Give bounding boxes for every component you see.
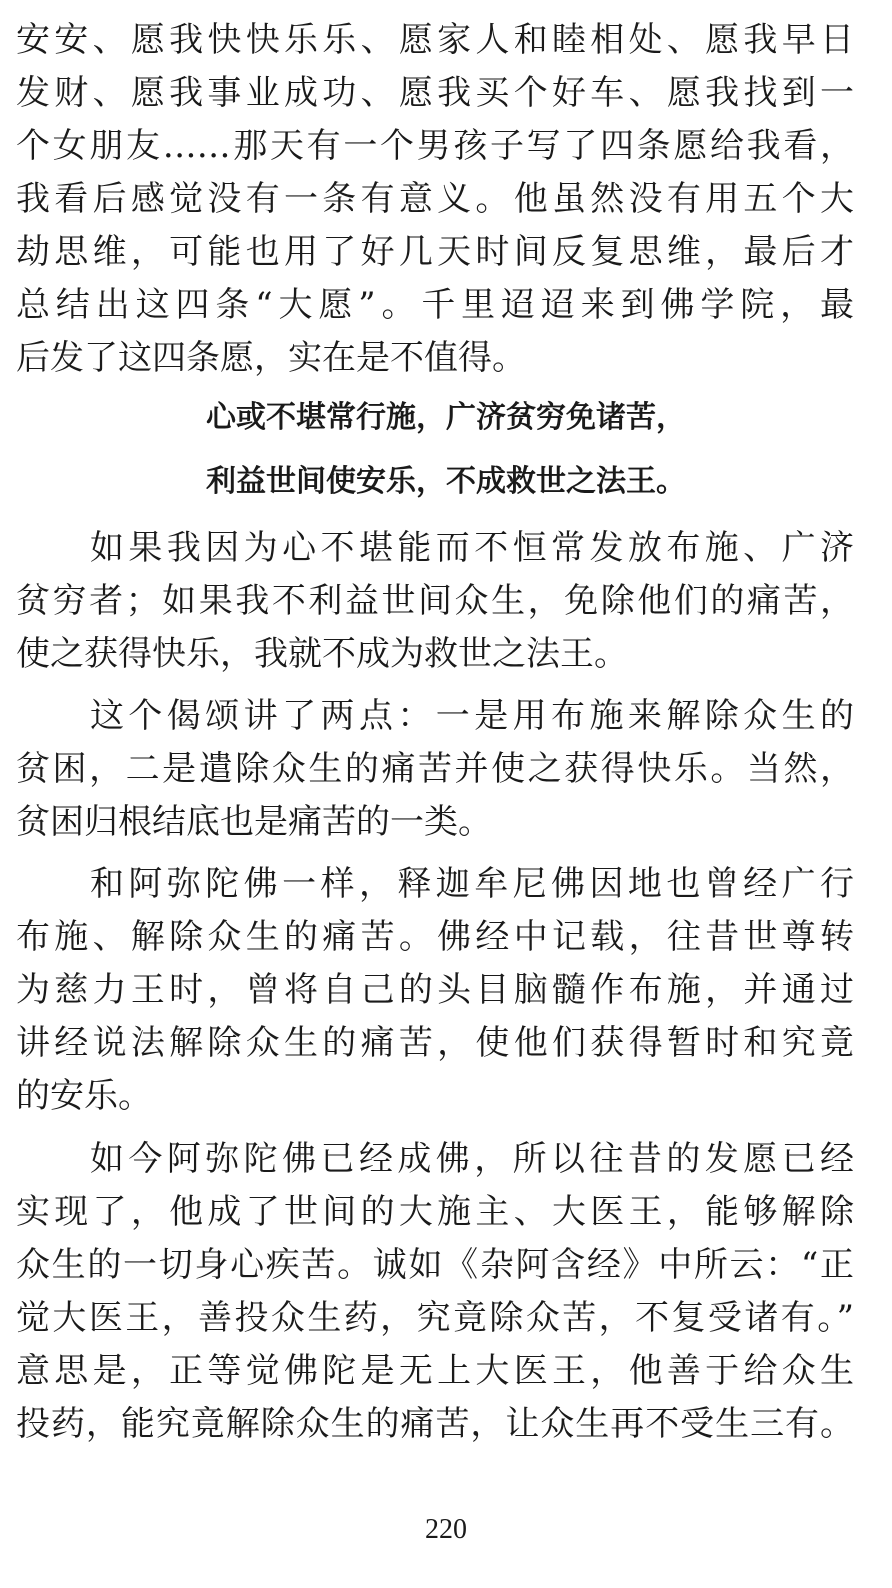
text-line: 总结出这四条“大愿”。千里迢迢来到佛学院，最 <box>16 285 854 325</box>
text-line: 贫困，二是遣除众生的痛苦并使之获得快乐。当然， <box>16 749 854 789</box>
text-line: 劫思维，可能也用了好几天时间反复思维，最后才 <box>16 232 854 272</box>
text-line: 这个偈颂讲了两点：一是用布施来解除众生的 <box>90 696 854 736</box>
text-line: 的安乐。 <box>16 1076 152 1116</box>
text-line: 贫困归根结底也是痛苦的一类。 <box>16 802 492 842</box>
text-line: 布施、解除众生的痛苦。佛经中记载，往昔世尊转 <box>16 917 854 957</box>
text-line: 安安、愿我快快乐乐、愿家人和睦相处、愿我早日 <box>16 20 854 60</box>
text-line: 和阿弥陀佛一样，释迦牟尼佛因地也曾经广行 <box>90 864 854 904</box>
verse-line-1: 心或不堪常行施，广济贫穷免诸苦， <box>206 400 686 435</box>
text-line: 投药，能究竟解除众生的痛苦，让众生再不受生三有。 <box>16 1404 854 1444</box>
text-line: 个女朋友……那天有一个男孩子写了四条愿给我看， <box>16 126 854 166</box>
text-line: 如今阿弥陀佛已经成佛，所以往昔的发愿已经 <box>90 1139 854 1179</box>
text-line: 意思是，正等觉佛陀是无上大医王，他善于给众生 <box>16 1351 854 1391</box>
verse-line-2: 利益世间使安乐，不成救世之法王。 <box>206 464 686 499</box>
text-line: 为慈力王时，曾将自己的头目脑髓作布施，并通过 <box>16 970 854 1010</box>
text-line: 发财、愿我事业成功、愿我买个好车、愿我找到一 <box>16 73 854 113</box>
text-line: 后发了这四条愿，实在是不值得。 <box>16 338 526 378</box>
text-line: 我看后感觉没有一条有意义。他虽然没有用五个大 <box>16 179 854 219</box>
text-line: 如果我因为心不堪能而不恒常发放布施、广济 <box>90 528 854 568</box>
text-line: 众生的一切身心疾苦。诚如《杂阿含经》中所云：“正 <box>16 1245 854 1285</box>
text-line: 觉大医王，善投众生药，究竟除众苦，不复受诸有。” <box>16 1298 854 1338</box>
text-line: 使之获得快乐，我就不成为救世之法王。 <box>16 634 628 674</box>
text-line: 实现了，他成了世间的大施主、大医王，能够解除 <box>16 1192 854 1232</box>
page-number: 220 <box>425 1514 467 1545</box>
text-line: 贫穷者；如果我不利益世间众生，免除他们的痛苦， <box>16 581 854 621</box>
text-line: 讲经说法解除众生的痛苦，使他们获得暂时和究竟 <box>16 1023 854 1063</box>
